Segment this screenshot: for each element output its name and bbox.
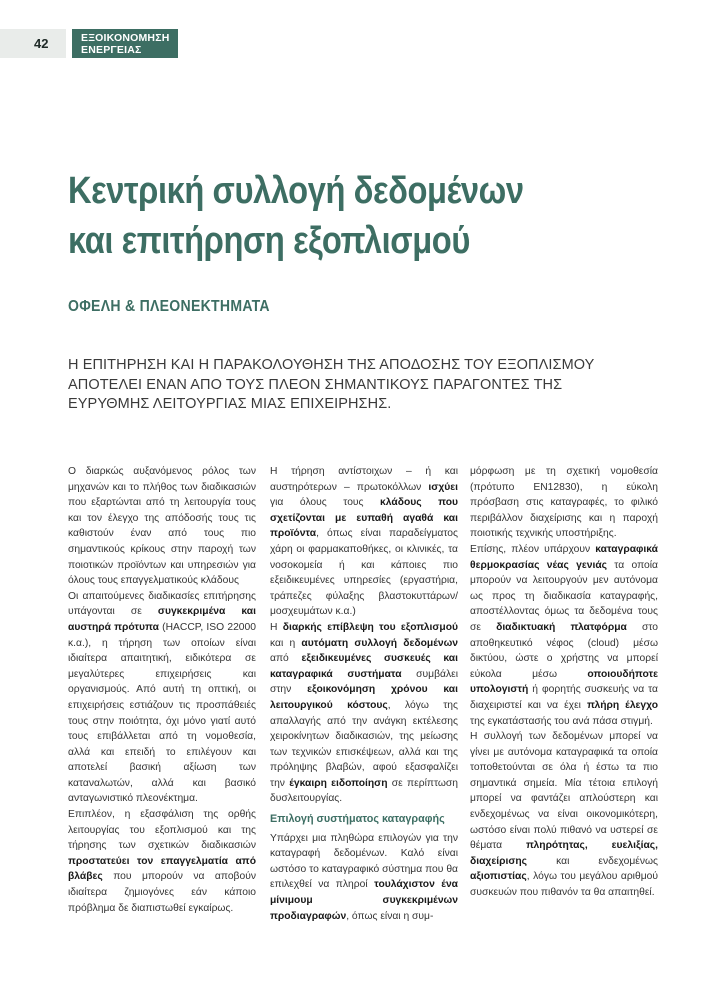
section-tag-line1: ΕΞΟΙΚΟΝΟΜΗΣΗ (81, 32, 170, 44)
column-3 (470, 464, 658, 901)
page-header (0, 29, 180, 58)
paragraph: Η διαρκής επίβλεψη του εξοπλισμού και η αυτόματη συλλογή δεδομένων από εξειδικευμένες συσκευές και καταγραφικά συστήματα συμβάλει στην εξοικονόμηση χρόνου και λειτουργικού κόστους, λόγω της απαλλαγής από την ανάγκη εκτέλεσης χειροκίνητων διαδικασιών, της μείωσης των τεχνικών επισκέψεων, αλλά και της πρόληψης βλαβών, αφού εξασφαλίζει την έγκαιρη ειδοποίηση σε περίπτωση δυσλειτουργίας. (270, 621, 459, 805)
section-tag-line2: ΕΝΕΡΓΕΙΑΣ (81, 44, 142, 56)
paragraph: Η τήρηση αντίστοιχων – ή και αυστηρότερων – πρωτοκόλλων ισχύει για όλους τους κλάδους που σχετίζονται με ευπαθή αγαθά και προϊόντα, όπως είναι παραδείγματος χάρη οι φαρμακαποθήκες, οι κλινικές, τα νοσοκομεία ή και κάποιες πιο εξειδικευμένες υπηρεσίες (εργαστήρια, τράπεζες φύλαξης βλαστοκυττάρων/ μοσχευμάτων κ.α.) (270, 466, 459, 618)
section-heading: Επιλογή συστήματος καταγραφής (270, 813, 445, 826)
article-subtitle: ΟΦΕΛΗ & ΠΛΕΟΝΕΚΤΗΜΑΤΑ (68, 298, 270, 315)
paragraph: Η συλλογή των δεδομένων μπορεί να γίνει με αυτόνομα καταγραφικά τα οποία τοποθετούνται σε όλα ή έστω τα πιο σημαντικά σημεία. Μία τέτοια επιλογή μπορεί να φαντάζει απλούστερη και ενδεχομένως να είναι οικονομικότερη, ωστόσο είναι πολύ πιθανό να υστερεί σε θέματα πληρότητας, ευελιξίας, διαχείρισης και ενδεχομένως αξιοπιστίας, λόγω του μεγάλου αριθμού συσκευών που πιθανόν τα θα απαιτηθεί. (470, 731, 658, 899)
column-1 (68, 464, 256, 916)
paragraph: Ο διαρκώς αυξανόμενος ρόλος των μηχανών και το πλήθος των διαδικασιών που εξαρτώνται από τη λειτουργία τους και τον έλεγχο της απόδοσής τους τις καθιστούν έναν από τους πιο σημαντικούς κρίκους στην παροχή των ποιοτικών προϊόντων και υπηρεσιών για όλους τους επαγγελματικούς κλάδους (68, 466, 256, 587)
section-tag (72, 29, 178, 58)
article-title (68, 166, 584, 266)
title-line-1: Κεντρική συλλογή δεδομένων (68, 170, 524, 212)
paragraph: Επιπλέον, η εξασφάλιση της ορθής λειτουργίας του εξοπλισμού και της τήρησης των σχετικών διαδικασιών προστατεύει τον επαγγελματία από βλάβες που μπορούν να αποβούν ιδιαίτερα ζημιογόνες εάν κάποιο πρόβλημα δε διαπιστωθεί εγκαίρως. (68, 809, 256, 914)
column-2 (270, 464, 458, 924)
paragraph: Επίσης, πλέον υπάρχουν καταγραφικά θερμοκρασίας νέας γενιάς τα οποία μπορούν να λειτουργούν μεν αυτόνομα ως προς τη διαδικασία καταγραφής, αποστέλλοντας όμως τα δεδομένα τους σε διαδικτυακή πλατφόρμα στο αποθηκευτικό νέφος (cloud) μέσω δικτύου, ώστε ο χρήστης να μπορεί εύκολα μέσω οποιουδήποτε υπολογιστή ή φορητής συσκευής να τα διαχειριστεί και να έχει πλήρη έλεγχο της εγκατάστασής του ανά πάσα στιγμή. (470, 543, 659, 727)
paragraph: μόρφωση με τη σχετική νομοθεσία (πρότυπο EN12830), η εύκολη πρόσβαση στις καταγραφές, το φιλικό περιβάλλον διαχείρισης και η παροχή ποιοτικής τεχνικής υποστήριξης. (470, 466, 658, 540)
title-line-2: και επιτήρηση εξοπλισμού (68, 220, 470, 262)
page-number: 42 (0, 29, 66, 58)
paragraph: Οι απαιτούμενες διαδικασίες επιτήρησης υπάγονται σε συγκεκριμένα και αυστηρά πρότυπα (HACCP, ISO 22000 κ.α.), η τήρηση των οποίων είναι ιδιαίτερα απαιτητική, ειδικότερα σε μεγαλύτερες επιχειρήσεις και οργανισμούς. Από αυτή τη οπτική, οι επιχειρήσεις εστιάζουν τις προσπάθειές τους στην ποιότητα, όχι μόνο γιατί αυτό τους επιβάλλεται από τη νομοθεσία, αλλά και επειδή το επιλέγουν και αποτελεί βασική αξίωση των καταναλωτών, αλλά και βασικό ανταγωνιστικό πλεονέκτημα. (68, 590, 256, 805)
article-intro: Η ΕΠΙΤΗΡΗΣΗ ΚΑΙ Η ΠΑΡΑΚΟΛΟΥΘΗΣΗ ΤΗΣ ΑΠΟΔΟΣΗΣ ΤΟΥ ΕΞΟΠΛΙΣΜΟΥ ΑΠΟΤΕΛΕΙ ΕΝΑΝ ΑΠΟ ΤΟΥΣ ΠΛΕΟΝ ΣΗΜΑΝΤΙΚΟΥΣ ΠΑΡΑΓΟΝΤΕΣ ΤΗΣ ΕΥΡΥΘΜΗΣ ΛΕΙΤΟΥΡΓΙΑΣ ΜΙΑΣ ΕΠΙΧΕΙΡΗΣΗΣ. (68, 357, 595, 412)
paragraph: Υπάρχει μια πληθώρα επιλογών για την καταγραφή δεδομένων. Καλό είναι ωστόσο το καταγραφικό σύστημα που θα επιλεχθεί να πληροί τουλάχιστον ένα μίνιμουμ συγκεκριμένων προδιαγραφών, όπως είναι η συμ- (270, 832, 459, 922)
